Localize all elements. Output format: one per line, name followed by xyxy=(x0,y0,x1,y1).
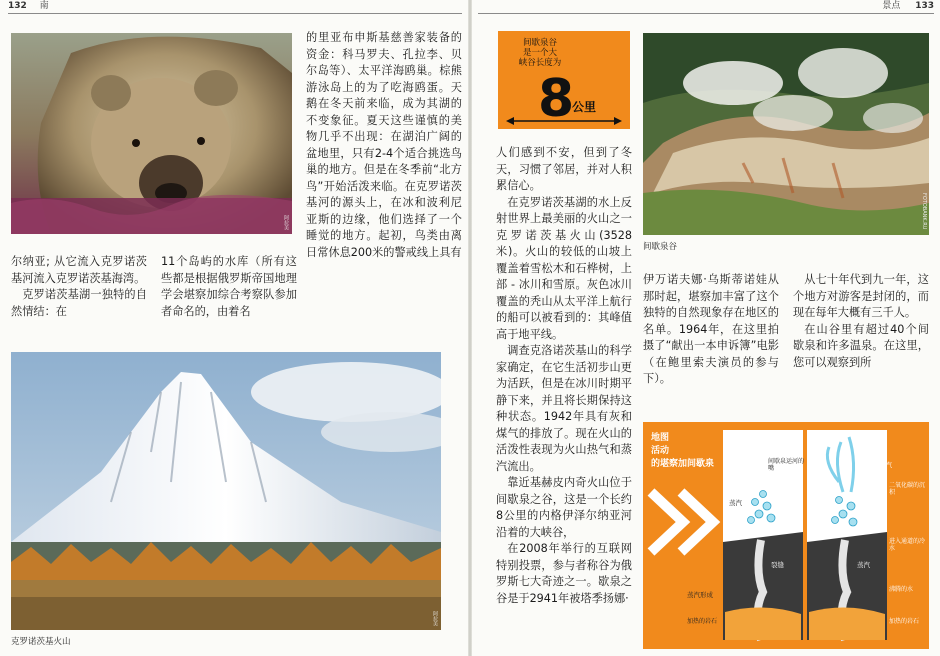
volcano-photo-credit: 阿拉美 xyxy=(432,611,438,626)
right-page-number: 133 xyxy=(915,1,934,11)
double-arrow-icon xyxy=(506,117,622,125)
geyser-diagram xyxy=(643,422,929,649)
chevron-arrows-icon xyxy=(651,492,713,552)
diagram-title xyxy=(651,432,714,471)
label-steam-bottom: 蒸汽 xyxy=(857,561,870,569)
paragraph: 调查克洛诺茨基山的科学家确定，在它生活初步山更为活跃，但是在冰川时期平静下来，并且将长期保持这种状态。1942年具有灰和煤气的排放了。现在火山的活泼性表现为火山热气和蒸汽流出。 xyxy=(496,344,632,473)
fact-number: 8 xyxy=(538,69,575,129)
left-header-rule xyxy=(8,13,462,14)
fact-label-line: 是一个大 xyxy=(522,48,557,58)
left-column-1 xyxy=(11,254,147,320)
right-column-3 xyxy=(793,272,929,371)
left-column-2 xyxy=(161,254,297,320)
left-column-3 xyxy=(306,30,462,261)
fact-box xyxy=(498,31,630,129)
paragraph: 靠近基赫皮内奇火山位于间歇泉之谷，这是一个长约8公里的内格伊泽尔纳亚河沿着的大峡谷， xyxy=(496,476,632,539)
volcano-photo-graphic xyxy=(11,352,441,630)
fact-label xyxy=(498,38,582,68)
paragraph: 在山谷里有超过40个间歇泉和许多温泉。在这里，您可以观察到所 xyxy=(793,322,929,369)
label-steam-top: 蒸汽 xyxy=(879,461,892,469)
paragraph: 尔纳亚; 从它流入克罗诺茨基河流入克罗诺茨基海湾。 xyxy=(11,255,147,285)
geyser-photo-credit: FOTOBANK.RU xyxy=(921,192,927,229)
bear-photo-credit: 阿拉美 xyxy=(283,215,289,230)
left-running-title: 南 xyxy=(39,1,49,11)
right-header-rule xyxy=(478,13,934,14)
label-inflow: 进入通道的冷水 xyxy=(889,538,926,552)
diagram-title-line: 地图 xyxy=(651,433,670,443)
bear-photo-graphic xyxy=(11,33,292,234)
label-boiling-note: 间歇泉运河的嘴 xyxy=(768,458,805,472)
label-steam-mid: 蒸汽 xyxy=(729,499,742,507)
right-column-1 xyxy=(496,145,632,607)
volcano-photo xyxy=(11,352,441,630)
label-co2: 二氧化碳的沉积 xyxy=(889,482,926,496)
paragraph: 在克罗诺茨基湖的水上反射世界上最美丽的火山之一克罗诺茨基火山(3528米)。火山的较低的山坡上覆盖着雪松木和石桦树，上部 - 冰川和雪原。灰色冰川覆盖的秃山从太平洋上航行的船可以被看到的：其峰值高于地平线。 xyxy=(496,195,632,341)
fact-unit: 公里 xyxy=(572,100,597,114)
geyser-caption: 间歇泉谷 xyxy=(643,242,678,252)
diagram-title-line: 的堪察加间歇泉 xyxy=(651,459,715,469)
paragraph: 从七十年代到九一年，这个地方对游客是封闭的，而现在每年大概有三千人。 xyxy=(793,273,929,319)
diagram-title-line: 活动 xyxy=(651,446,670,456)
label-hot-rock-left: 加热的岩石 xyxy=(687,618,718,625)
paragraph: 伊万诺夫娜·乌斯蒂诺娃从那时起，堪察加丰富了这个独特的自然现象存在地区的名单。1964年，在这里拍摄了“献出一本申诉簿”电影（在鲍里索夫演员的参与下）。 xyxy=(643,273,779,385)
label-crack: 裂缝 xyxy=(771,561,784,569)
paragraph: 在2008年举行的互联网特别投票，参与者称谷为俄罗斯七大奇迹之一。歇泉之谷是于2941年被塔季扬娜· xyxy=(496,542,632,605)
geyser-valley-graphic xyxy=(643,33,929,235)
label-steam-form: 蒸汽形成 xyxy=(687,591,713,599)
paragraph: 人们感到不安，但到了冬天，习惯了邻居，并对人积累信心。 xyxy=(496,146,632,192)
right-column-2 xyxy=(643,272,779,388)
book-spine xyxy=(468,0,472,656)
label-hot-rock-right: 加热的岩石 xyxy=(889,618,920,625)
paragraph: 11个岛屿的水库（所有这些都是根据俄罗斯帝国地理学会堪察加综合考察队参加者命名的，由着名 xyxy=(161,255,297,318)
right-header xyxy=(862,0,934,13)
paragraph: 克罗诺茨基湖一独特的自然情结：在 xyxy=(11,288,147,318)
left-page-number: 132 xyxy=(8,1,27,11)
right-running-title: 景点 xyxy=(882,1,901,11)
label-boiling-water: 沸腾的水 xyxy=(889,586,914,593)
fact-label-line: 峡谷长度为 xyxy=(518,58,562,68)
paragraph: 的里亚布申斯基慈善家装备的资金：科马罗夫、孔拉李、贝尔岛等）、太平洋海鸥巢。棕熊游泳岛上的为了吃海鸥蛋。天鹅在冬天前来临，成为其湖的不变象征。夏天这些谨慎的美物几乎不出现：在湖泊广阔的盆地里，只有2-4个适合挑选鸟巢的地方。但是在冬季前“北方鸟”开始活泼来临。在克罗诺茨基河的源头上，在冰和波利尼亚斯的边缘，他们选择了一个睡觉的地方。起初，鸟类由离日常休息200米的警戒线上具有 xyxy=(306,31,462,259)
bear-photo xyxy=(11,33,292,234)
volcano-caption: 克罗诺茨基火山 xyxy=(11,637,71,647)
geyser-valley-photo xyxy=(643,33,929,235)
left-header xyxy=(8,0,68,13)
fact-label-line: 间歇泉谷 xyxy=(522,38,557,48)
